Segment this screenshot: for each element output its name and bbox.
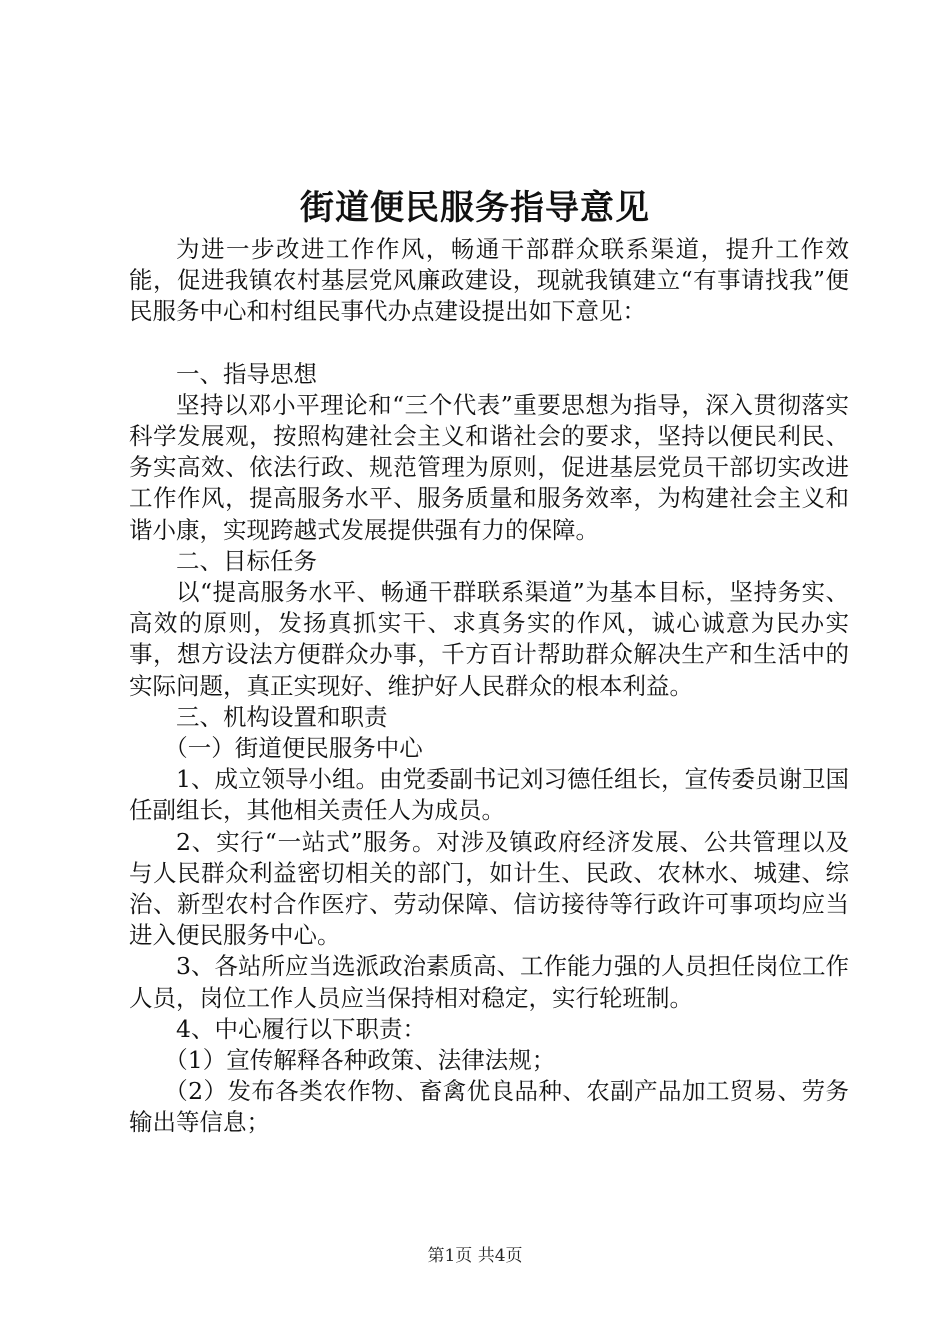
item-2-paragraph: 2、实行“一站式”服务。对涉及镇政府经济发展、公共管理以及与人民群众利益密切相关的部门，如计生、民政、农林水、城建、综治、新型农村合作医疗、劳动保障、信访接待等行政许可事项均应当进入便民服务中心。 [129, 827, 849, 950]
section-heading-guiding-ideology: 一、指导思想 [176, 359, 317, 388]
item-1-paragraph: 1、成立领导小组。由党委副书记刘习德任组长，宣传委员谢卫国任副组长，其他相关责任人为成员。 [129, 765, 849, 825]
duty-2-paragraph: （2）发布各类农作物、畜禽优良品种、农副产品加工贸易、劳务输出等信息； [129, 1077, 849, 1137]
item-3-paragraph: 3、各站所应当选派政治素质高、工作能力强的人员担任岗位工作人员，岗位工作人员应当保持相对稳定，实行轮班制。 [129, 952, 849, 1012]
document-title: 街道便民服务指导意见 [300, 188, 650, 228]
document-body [129, 234, 849, 1139]
section-heading-goals: 二、目标任务 [176, 546, 317, 575]
item-4-paragraph: 4、中心履行以下职责： [176, 1014, 426, 1043]
intro-paragraph: 为进一步改进工作作风，畅通干部群众联系渠道，提升工作效能，促进我镇农村基层党风廉政建设，现就我镇建立“有事请找我”便民服务中心和村组民事代办点建设提出如下意见： [129, 235, 849, 326]
section-heading-organization: 三、机构设置和职责 [176, 702, 388, 731]
page-number-footer: 第1页 共4页 [427, 1246, 523, 1266]
duty-1-paragraph: （1）宣传解释各种政策、法律法规； [164, 1046, 556, 1075]
subsection-heading-service-center: （一）街道便民服务中心 [164, 734, 423, 763]
goals-paragraph: 以“提高服务水平、畅通干群联系渠道”为基本目标，坚持务实、高效的原则，发扬真抓实干、求真务实的作风，诚心诚意为民办实事，想方设法方便群众办事，千方百计帮助群众解决生产和生活中的实际问题，真正实现好、维护好人民群众的根本利益。 [129, 578, 849, 700]
guiding-ideology-paragraph: 坚持以邓小平理论和“三个代表”重要思想为指导，深入贯彻落实科学发展观，按照构建社会主义和谐社会的要求，坚持以便民利民、务实高效、依法行政、规范管理为原则，促进基层党员干部切实改进工作作风，提高服务水平、服务质量和服务效率，为构建社会主义和谐小康，实现跨越式发展提供强有力的保障。 [129, 390, 849, 544]
